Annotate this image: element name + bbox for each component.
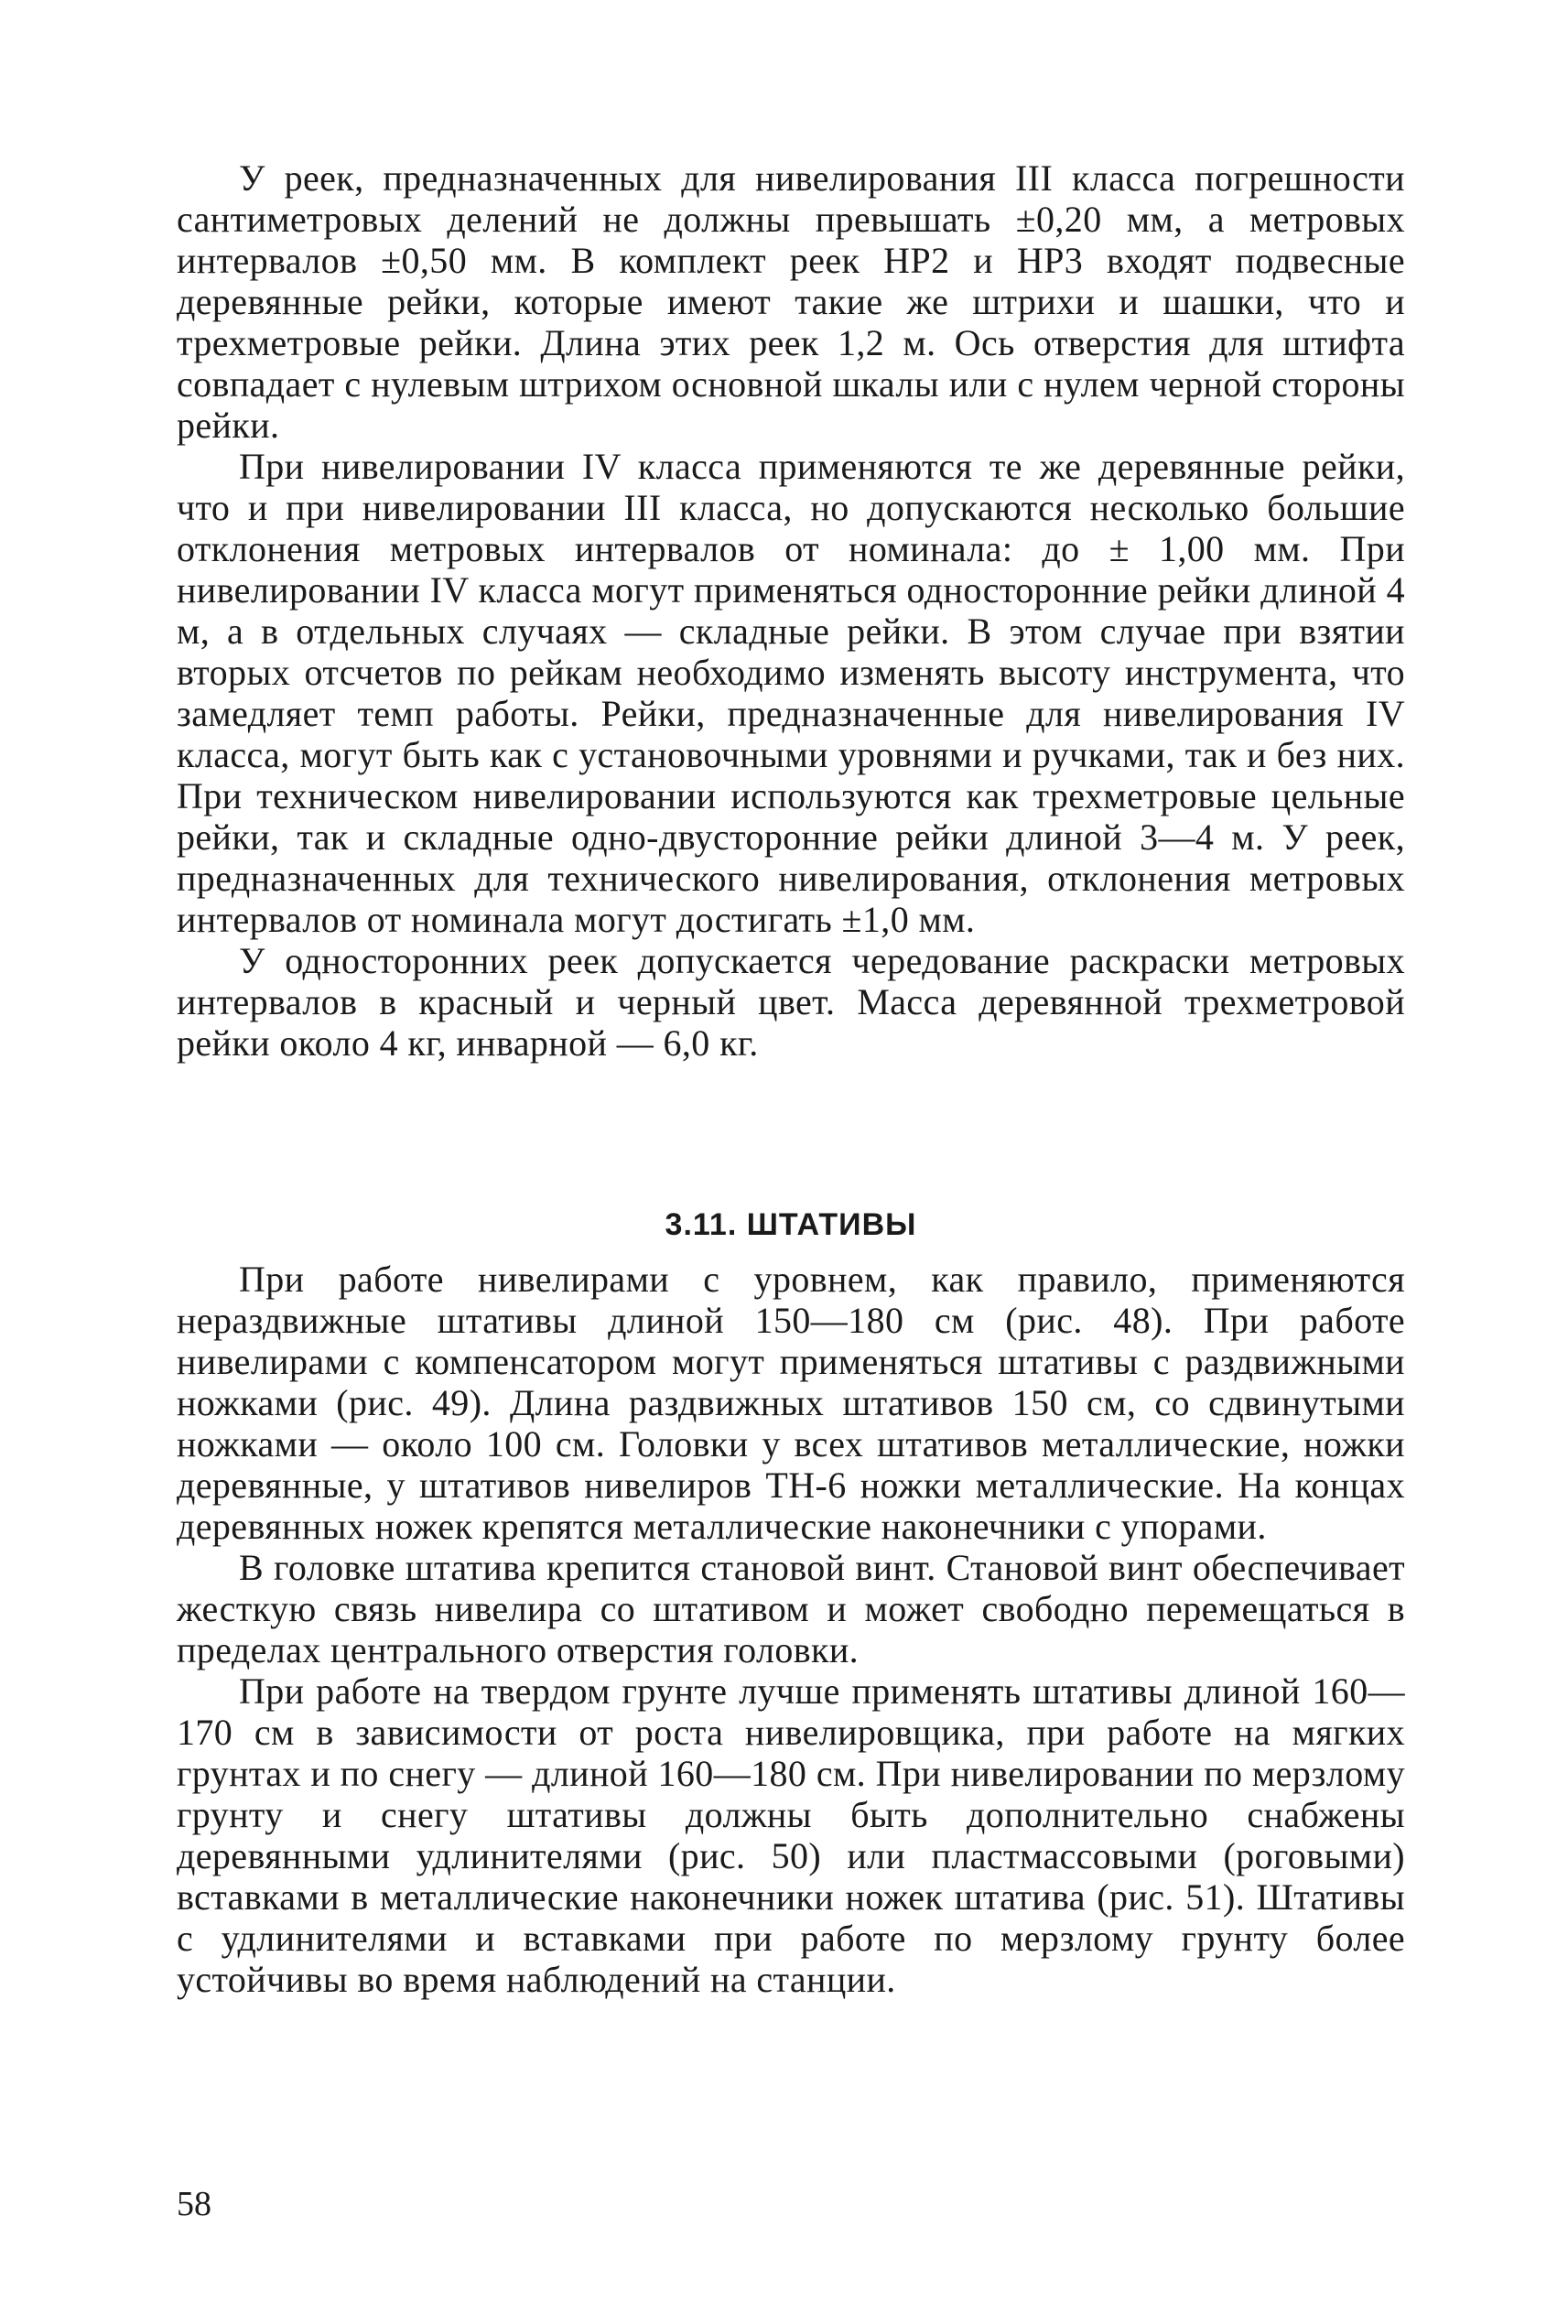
text-block-after-heading [177,1259,1405,2000]
page-number: 58 [177,2185,211,2223]
text-block-before-heading [177,157,1405,1064]
paragraph: В головке штатива крепится становой винт. Становой винт обеспечивает жесткую связь нивелира со штативом и может свободно перемещаться в пределах центрального отверстия головки. [177,1547,1405,1670]
paragraph: При работе на твердом грунте лучше применять штативы длиной 160—170 см в зависимости от роста нивелировщика, при работе на мягких грунтах и по снегу — длиной 160—180 см. При нивелировании по мерзлому грунту и снегу штативы должны быть дополнительно снабжены деревянными удлинителями (рис. 50) или пластмассовыми (роговыми) вставками в металлические наконечники ножек штатива (рис. 51). Штативы с удлинителями и вставками при работе по мерзлому грунту более устойчивы во время наблюдений на станции. [177,1670,1405,2000]
paragraph: При работе нивелирами с уровнем, как правило, применяются нераздвижные штативы длиной 150—180 см (рис. 48). При работе нивелирами с компенсатором могут применяться штативы с раздвижными ножками (рис. 49). Длина раздвижных штативов 150 см, со сдвинутыми ножками — около 100 см. Головки у всех штативов металлические, ножки деревянные, у штативов нивелиров ТН-6 ножки металлические. На концах деревянных ножек крепятся металлические наконечники с упорами. [177,1259,1405,1547]
paragraph: При нивелировании IV класса применяются те же деревянные рейки, что и при нивелировании III класса, но допускаются несколько большие отклонения метровых интервалов от номинала: до ± 1,00 мм. При нивелировании IV класса могут применяться односторонние рейки длиной 4 м, а в отдельных случаях — складные рейки. В этом случае при взятии вторых отсчетов по рейкам необходимо изменять высоту инструмента, что замедляет темп работы. Рейки, предназначенные для нивелирования IV класса, могут быть как с установочными уровнями и ручками, так и без них. При техническом нивелировании используются как трехметровые цельные рейки, так и складные одно-двусторонние рейки длиной 3—4 м. У реек, предназначенных для технического нивелирования, отклонения метровых интервалов от номинала могут достигать ±1,0 мм. [177,446,1405,940]
paragraph: У односторонних реек допускается чередование раскраски метровых интервалов в красный и черный цвет. Масса деревянной трехметровой рейки около 4 кг, инварной — 6,0 кг. [177,940,1405,1064]
section-heading: 3.11. ШТАТИВЫ [665,1207,917,1242]
paragraph: У реек, предназначенных для нивелирования III класса погрешности сантиметровых делений не должны превышать ±0,20 мм, а метровых интервалов ±0,50 мм. В комплект реек НР2 и НР3 входят подвесные деревянные рейки, которые имеют такие же штрихи и шашки, что и трехметровые рейки. Длина этих реек 1,2 м. Ось отверстия для штифта совпадает с нулевым штрихом основной шкалы или с нулем черной стороны рейки. [177,157,1405,446]
